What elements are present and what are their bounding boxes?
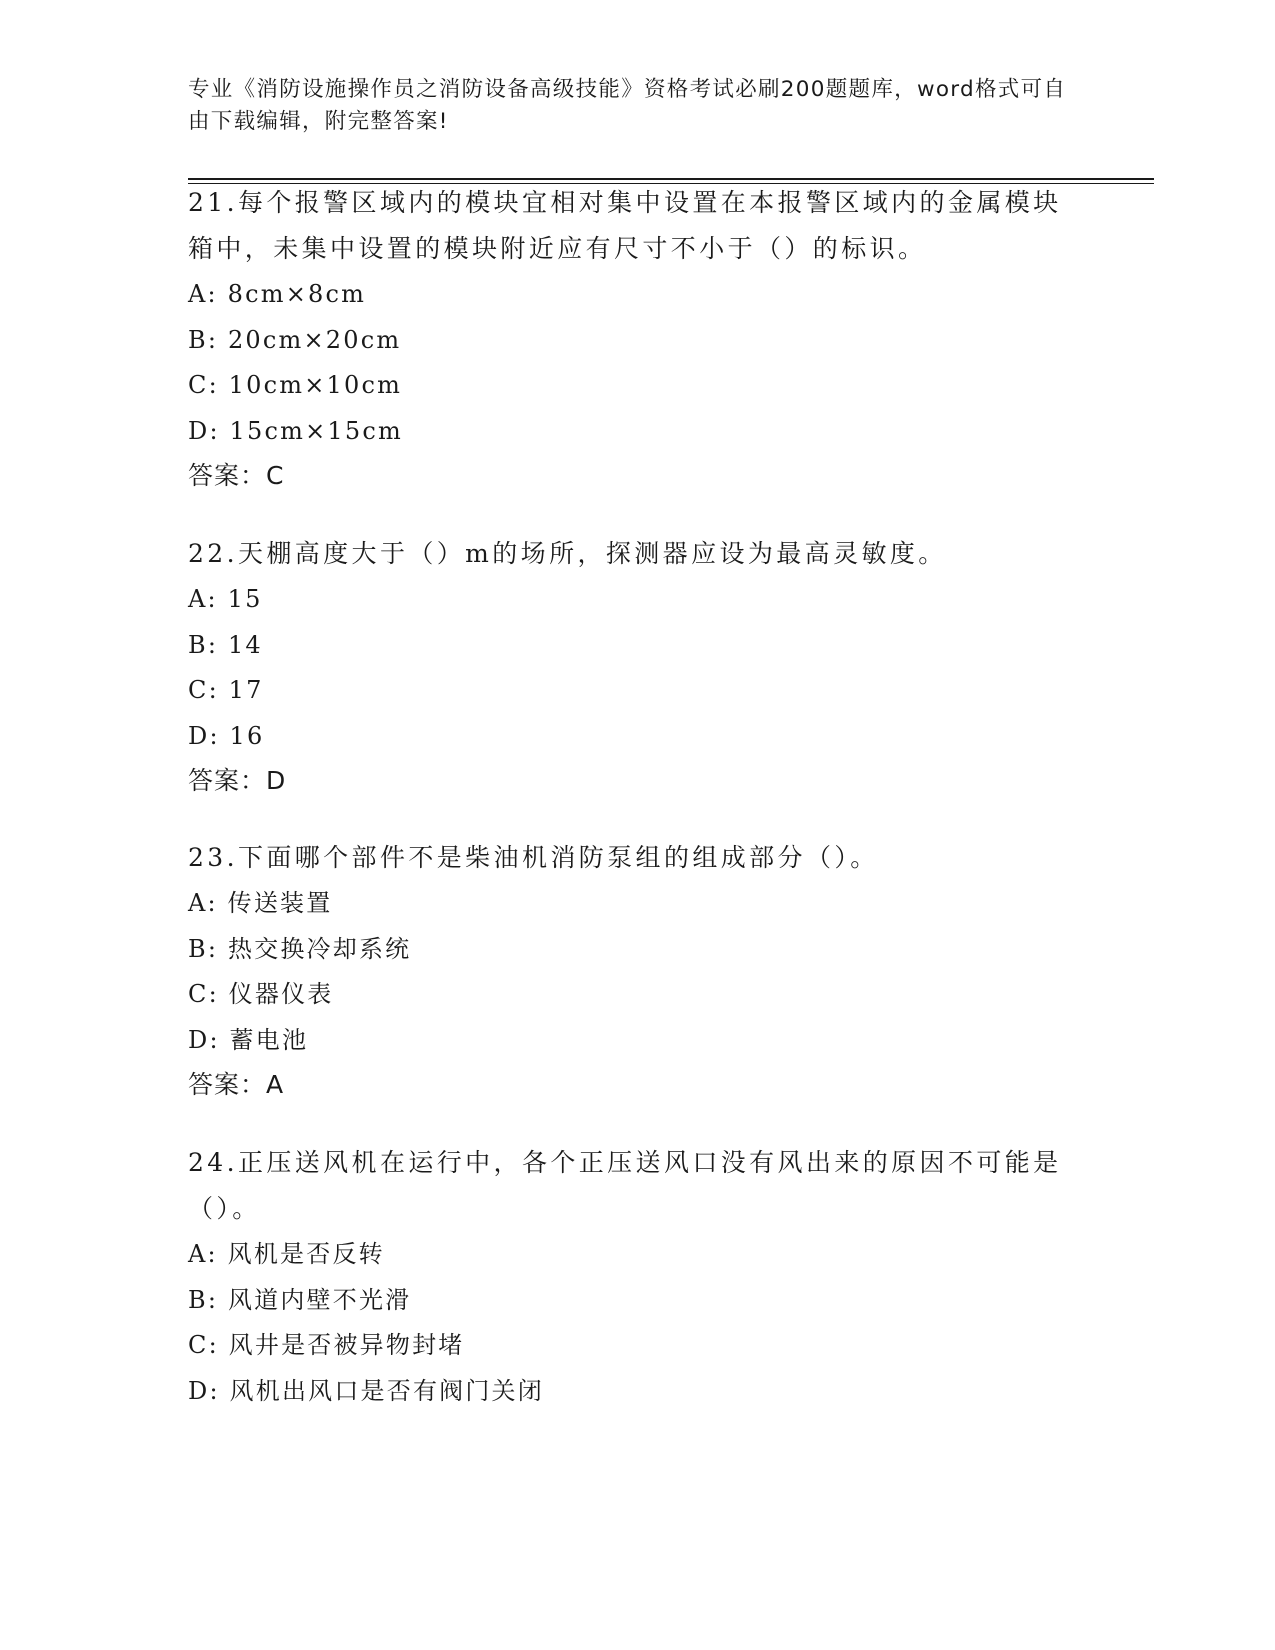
- answer: 答案：D: [188, 766, 287, 795]
- option-d: D: 蓄电池: [188, 1025, 309, 1054]
- question-21: [188, 180, 1088, 498]
- question-stem: 24.正压送风机在运行中，各个正压送风口没有风出来的原因不可能是（）。: [188, 1148, 1062, 1223]
- option-b: B: 20cm×20cm: [188, 325, 402, 354]
- option-c: C: 风井是否被异物封堵: [188, 1331, 465, 1359]
- question-23: [188, 835, 1088, 1107]
- answer: 答案：A: [188, 1070, 285, 1099]
- document-header: 专业《消防设施操作员之消防设备高级技能》资格考试必刷200题题库，word格式可自由下载编辑，附完整答案!: [188, 77, 1067, 134]
- option-d: D: 16: [188, 721, 265, 750]
- option-b: B: 风道内壁不光滑: [188, 1285, 412, 1314]
- option-a: A: 传送装置: [188, 889, 333, 917]
- question-stem: 23.下面哪个部件不是柴油机消防泵组的组成部分（）。: [188, 843, 879, 872]
- question-stem: 21.每个报警区域内的模块宜相对集中设置在本报警区域内的金属模块箱中，未集中设置的模块附近应有尺寸不小于（）的标识。: [188, 188, 1062, 263]
- option-c: C: 17: [188, 676, 264, 704]
- question-22: [188, 531, 1088, 803]
- option-a: A: 15: [188, 585, 263, 613]
- option-c: C: 仪器仪表: [188, 980, 334, 1008]
- option-d: D: 风机出风口是否有阀门关闭: [188, 1376, 544, 1405]
- question-stem: 22.天棚高度大于（）m的场所，探测器应设为最高灵敏度。: [188, 539, 947, 568]
- option-b: B: 14: [188, 630, 263, 659]
- option-c: C: 10cm×10cm: [188, 371, 403, 399]
- option-d: D: 15cm×15cm: [188, 416, 403, 445]
- option-a: A: 8cm×8cm: [188, 280, 367, 308]
- option-a: A: 风机是否反转: [188, 1240, 385, 1268]
- question-24: [188, 1140, 1088, 1414]
- option-b: B: 热交换冷却系统: [188, 934, 412, 963]
- answer: 答案：C: [188, 461, 285, 490]
